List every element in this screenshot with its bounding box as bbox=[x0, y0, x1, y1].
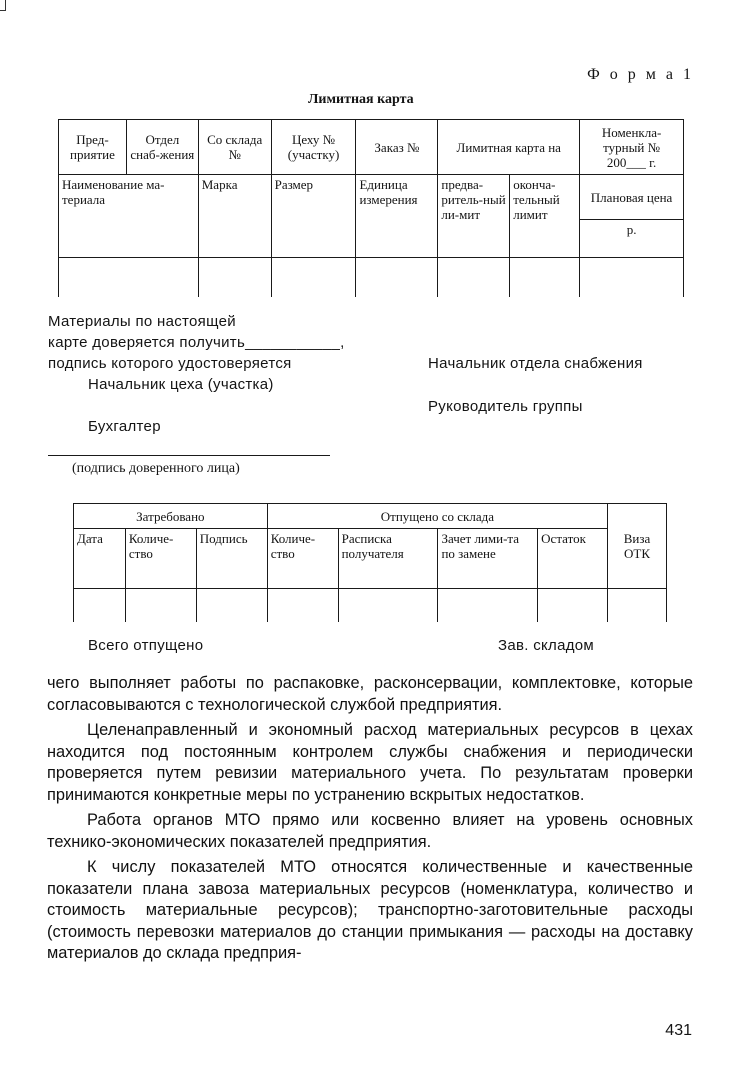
limit-card-table bbox=[58, 119, 684, 298]
requested-header: Затребовано bbox=[74, 504, 268, 529]
col-receipt: Расписка получателя bbox=[338, 529, 438, 589]
header-warehouse: Со склада № bbox=[198, 120, 271, 175]
unit-cell: Единица измерения bbox=[356, 175, 438, 258]
body-text bbox=[47, 673, 693, 965]
header-supply-dept: Отдел снаб-жения bbox=[126, 120, 198, 175]
visa-header: Виза ОТК bbox=[608, 504, 667, 589]
col-signature: Подпись bbox=[196, 529, 267, 589]
paragraph: Работа органов МТО прямо или косвенно влияет на уровень основных технико-экономических показателей предприятия. bbox=[47, 811, 693, 851]
total-released-label: Всего отпущено bbox=[88, 637, 204, 654]
warehouse-head-label: Зав. складом bbox=[498, 637, 595, 654]
corner-mark bbox=[0, 0, 6, 11]
empty-cell bbox=[271, 258, 356, 298]
empty-cell bbox=[580, 258, 684, 298]
empty-cell bbox=[510, 258, 580, 298]
issue-table bbox=[73, 503, 667, 629]
final-limit-cell: оконча-тельный лимит bbox=[510, 175, 580, 258]
planned-price-cell: Плановая цена bbox=[580, 175, 684, 220]
paragraph: Целенаправленный и экономный расход материальных ресурсов в цехах находится под постоянным контролем службы снабжения и периодически проверяется путем ревизии материального учета. По результатам проверки принимаются конкретные меры по устранению вскрытых недостатков. bbox=[47, 721, 693, 804]
header-nomenclature: Номенкла-турный № 200___ г. bbox=[580, 120, 684, 175]
material-name-cell: Наименование ма-териала bbox=[59, 175, 199, 258]
empty-cell bbox=[198, 258, 271, 298]
preliminary-limit-cell: предва-ритель-ный ли-мит bbox=[438, 175, 510, 258]
rubles-cell: р. bbox=[580, 220, 684, 258]
signature-line bbox=[48, 455, 330, 456]
header-limit-card: Лимитная карта на bbox=[438, 120, 580, 175]
form-title: Лимитная карта bbox=[308, 92, 414, 107]
page-number: 431 bbox=[665, 1022, 692, 1039]
signature-caption: (подпись доверенного лица) bbox=[72, 461, 240, 476]
brand-cell: Марка bbox=[198, 175, 271, 258]
materials-line: Материалы по настоящей bbox=[48, 313, 236, 330]
paragraph: чего выполняет работы по распаковке, расконсервации, комплектовке, которые согласовываются с технологической службой предприятия. bbox=[47, 674, 693, 714]
group-head-label: Руководитель группы bbox=[428, 398, 583, 415]
table2-bottom-mask bbox=[66, 622, 676, 630]
released-header: Отпущено со склада bbox=[267, 504, 607, 529]
col-limit-offset: Зачет лими-та по замене bbox=[438, 529, 538, 589]
trust-line: карте доверяется получить___________, bbox=[48, 334, 345, 351]
header-enterprise: Пред-приятие bbox=[59, 120, 127, 175]
col-quantity-released: Количе-ство bbox=[267, 529, 338, 589]
form-label: Ф о р м а 1 bbox=[587, 66, 694, 83]
paragraph: К числу показателей МТО относятся количественные и качественные показатели плана завоза материальных ресурсов (номенклатура, количество и стоимость материальные ресурсов); транспортно-заготовительные расходы (стоимость перевозки материалов до станции примыкания — расходы на доставку материалов до склада предприя- bbox=[47, 858, 693, 962]
col-quantity-requested: Количе-ство bbox=[125, 529, 196, 589]
table1-bottom-mask bbox=[50, 297, 690, 305]
header-order: Заказ № bbox=[356, 120, 438, 175]
col-balance: Остаток bbox=[538, 529, 608, 589]
empty-cell bbox=[59, 258, 199, 298]
supply-head-label: Начальник отдела снабжения bbox=[428, 355, 643, 372]
workshop-head-label: Начальник цеха (участка) bbox=[88, 376, 274, 393]
col-date: Дата bbox=[74, 529, 126, 589]
empty-cell bbox=[356, 258, 438, 298]
header-workshop: Цеху № (участку) bbox=[271, 120, 356, 175]
accountant-label: Бухгалтер bbox=[88, 418, 161, 435]
size-cell: Размер bbox=[271, 175, 356, 258]
empty-cell bbox=[438, 258, 510, 298]
certify-line: подпись которого удостоверяется bbox=[48, 355, 292, 372]
